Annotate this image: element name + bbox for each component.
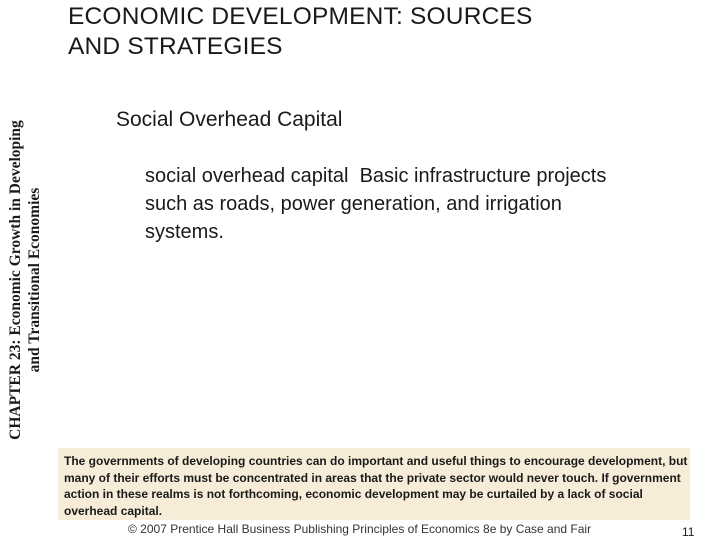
note-text: The governments of developing countries can do important and useful things to encourage development, but many of their efforts must be concentrated in areas that the private sector would never touch. If government action in these realms is not forthcoming, economic development may be curtailed by a lack of social overhead capital.	[64, 454, 688, 518]
chapter-side-title	[0, 0, 60, 500]
chapter-title-line1: CHAPTER 23: Economic Growth in Developing	[7, 120, 24, 440]
section-subtitle: Social Overhead Capital	[116, 108, 343, 131]
slide-title-line2: AND STRATEGIES	[68, 33, 283, 60]
footer-copyright: © 2007 Prentice Hall Business Publishing Principles of Economics 8e by Case and Fair	[128, 522, 592, 536]
slide-title-line1: ECONOMIC DEVELOPMENT: SOURCES	[68, 3, 533, 30]
slide-title	[68, 2, 688, 62]
page-number: 11	[682, 525, 695, 539]
definition-term: social overhead capital	[145, 165, 349, 187]
definition-block	[145, 162, 625, 246]
definition-text: Basic infrastructure projects such as roads, power generation, and irrigation systems.	[145, 165, 607, 243]
chapter-title-line2: and Transitional Economies	[26, 187, 43, 373]
